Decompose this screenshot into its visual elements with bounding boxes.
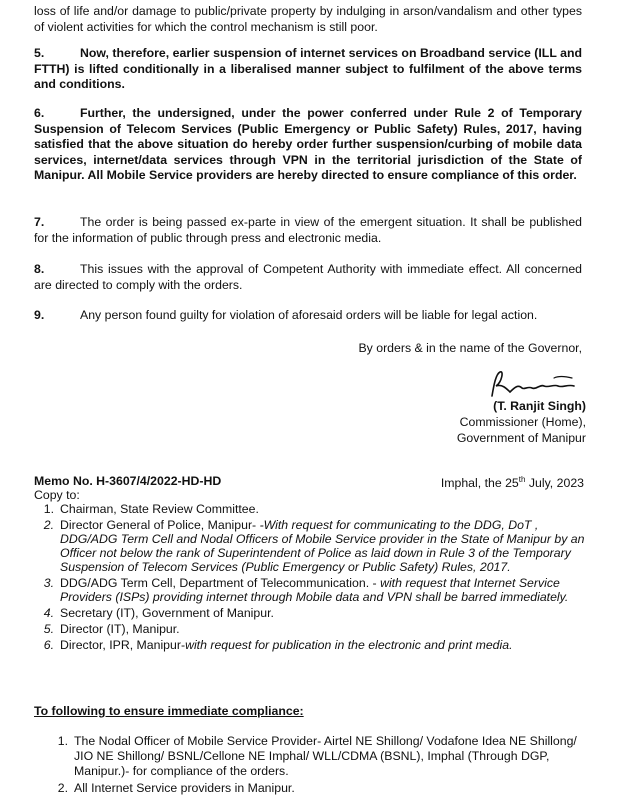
memo-number: Memo No. H-3607/4/2022-HD-HD bbox=[34, 474, 222, 488]
memo-place-date bbox=[428, 472, 584, 492]
copy-item-note: -With request for communicating to the DDG, DoT , DDG/ADG Term Cell and Nodal Officers of Mobile Service provider in the State of Manipur by an Officer not below the rank of Superintendent of Police as laid down in Rule 3 of the Temporary Suspension of Telecom Services (Public Emergency or Public Safety) Rules, 2017. bbox=[60, 518, 585, 574]
paragraph-8 bbox=[34, 262, 582, 293]
copy-item-text: DDG/ADG Term Cell, Department of Telecommunication. - bbox=[60, 576, 381, 590]
copy-item-number: 6. bbox=[43, 638, 54, 652]
copy-item bbox=[34, 502, 594, 516]
copy-to-label: Copy to: bbox=[34, 488, 80, 502]
copy-list bbox=[34, 502, 594, 654]
compliance-item-number: 2. bbox=[57, 781, 68, 795]
by-orders-line: By orders & in the name of the Governor, bbox=[358, 341, 582, 355]
paragraph-9 bbox=[34, 308, 582, 324]
copy-item bbox=[34, 606, 594, 620]
signatory-office: Government of Manipur bbox=[456, 431, 586, 445]
copy-item bbox=[34, 622, 594, 636]
copy-item-number: 5. bbox=[43, 622, 54, 636]
paragraph-9-text: Any person found guilty for violation of aforesaid orders will be liable for legal action. bbox=[80, 308, 538, 322]
copy-item-number: 1. bbox=[43, 502, 54, 516]
copy-item-text: Secretary (IT), Government of Manipur. bbox=[60, 606, 274, 620]
signature-block bbox=[436, 398, 586, 446]
copy-item-text: Director General of Police, Manipur- bbox=[60, 518, 260, 532]
compliance-item-number: 1. bbox=[57, 734, 68, 748]
signatory-designation: Commissioner (Home), bbox=[459, 415, 586, 429]
compliance-list bbox=[48, 734, 588, 798]
copy-item bbox=[34, 576, 594, 604]
paragraph-6 bbox=[34, 106, 582, 184]
paragraph-8-number: 8. bbox=[34, 262, 45, 276]
copy-item bbox=[34, 638, 594, 652]
copy-item-number: 4. bbox=[43, 606, 54, 620]
paragraph-9-number: 9. bbox=[34, 308, 45, 322]
paragraph-7 bbox=[34, 215, 582, 246]
memo-date-prefix: Imphal, the 25 bbox=[440, 476, 519, 491]
paragraph-5 bbox=[34, 46, 582, 93]
compliance-item bbox=[48, 781, 588, 796]
copy-item-number: 3. bbox=[43, 576, 54, 590]
copy-item bbox=[34, 518, 594, 574]
compliance-item-text: The Nodal Officer of Mobile Service Provider- Airtel NE Shillong/ Vodafone Idea NE Shillong/ JIO NE Shillong/ BSNL/Cellone NE Imphal/ WLL/CDMA (BSNL), Imphal (Through DGP, Manipur.)- for compliance of the orders. bbox=[74, 734, 577, 778]
copy-item-text: Director (IT), Manipur. bbox=[60, 622, 180, 636]
paragraph-8-text: This issues with the approval of Competent Authority with immediate effect. All concerned are directed to comply with the orders. bbox=[34, 262, 582, 292]
paragraph-6-text: Further, the undersigned, under the power conferred under Rule 2 of Temporary Suspension of Telecom Services (Public Emergency or Public Safety) Rules, 2017, having satisfied that the above situation do hereby order further suspension/curbing of mobile data services, internet/data services through VPN in the territorial jurisdiction of the State of Manipur. All Mobile Service providers are hereby directed to ensure compliance of this order. bbox=[34, 106, 582, 182]
memo-date-sup: th bbox=[518, 475, 526, 484]
signatory-name: (T. Ranjit Singh) bbox=[493, 399, 586, 413]
copy-item-note: with request that Internet Service Providers (ISPs) providing internet through Mobile data and VPN shall be barred immediately. bbox=[60, 576, 569, 604]
compliance-heading: To following to ensure immediate compliance: bbox=[34, 704, 304, 718]
paragraph-6-number: 6. bbox=[34, 106, 45, 120]
top-paragraph: loss of life and/or damage to public/private property by indulging in arson/vandalism and other types of violent activities for which the control mechanism is still poor. bbox=[34, 4, 582, 34]
copy-item-text: Chairman, State Review Committee. bbox=[60, 502, 259, 516]
copy-item-number: 2. bbox=[43, 518, 54, 532]
paragraph-5-text: Now, therefore, earlier suspension of internet services on Broadband service (ILL and FTTH) is lifted conditionally in a liberalised manner subject to fulfilment of the above terms and conditions. bbox=[34, 46, 582, 91]
compliance-item-text: All Internet Service providers in Manipur. bbox=[74, 781, 295, 795]
copy-item-text: Director, IPR, Manipur- bbox=[60, 638, 186, 652]
paragraph-7-number: 7. bbox=[34, 215, 45, 229]
memo-date-suffix: July, 2023 bbox=[525, 476, 584, 491]
signature-icon bbox=[484, 366, 580, 402]
paragraph-5-number: 5. bbox=[34, 46, 45, 60]
paragraph-7-text: The order is being passed ex-parte in view of the emergent situation. It shall be published for the information of public through press and electronic media. bbox=[34, 215, 582, 245]
copy-item-note: with request for publication in the electronic and print media. bbox=[185, 638, 513, 652]
compliance-item bbox=[48, 734, 588, 779]
